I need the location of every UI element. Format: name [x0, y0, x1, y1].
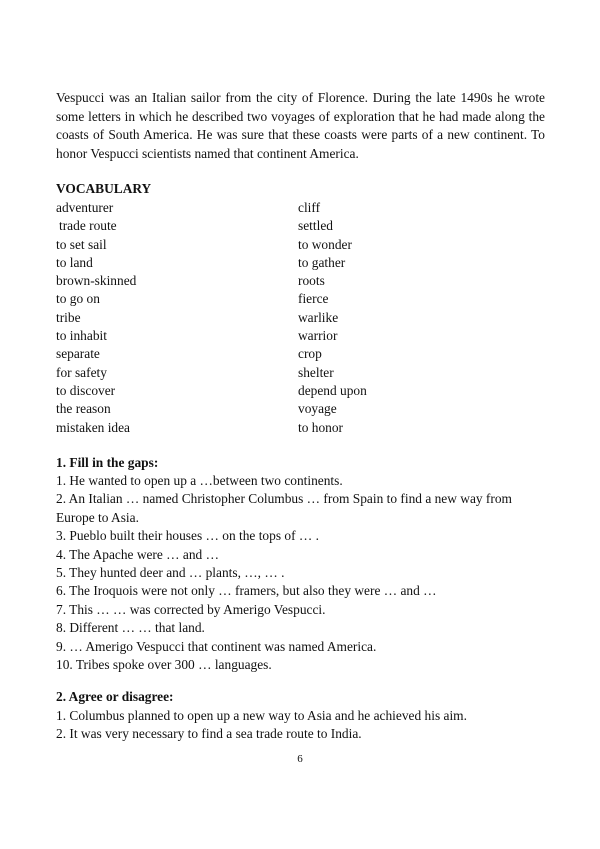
- vocabulary-term: roots: [298, 273, 325, 289]
- vocabulary-term: cliff: [298, 200, 321, 215]
- exercise-item: 6. The Iroquois were not only … framers, but also they were … and …: [56, 583, 437, 599]
- vocabulary-term: the reason: [56, 401, 111, 417]
- vocabulary-term: fierce: [298, 291, 329, 307]
- intro-paragraph: Vespucci was an Italian sailor from the city of Florence. During the late 1490s he wrote some letters in which he described two voyages of exploration that he had made along the coasts of South America. He was sure that these coasts were parts of a new continent. To honor Vespucci scientists named that continent America.: [56, 90, 545, 161]
- vocabulary-term: separate: [56, 346, 100, 362]
- vocabulary-term: crop: [298, 346, 322, 362]
- vocabulary-term: to discover: [56, 382, 116, 398]
- agree-disagree-list: [56, 707, 546, 744]
- exercise-item: 1. Columbus planned to open up a new way to Asia and he achieved his aim.: [56, 708, 467, 723]
- vocabulary-heading: VOCABULARY: [56, 181, 152, 196]
- vocabulary-term: adventurer: [56, 200, 114, 215]
- exercise-item: 5. They hunted deer and … plants, …, … .: [56, 565, 285, 581]
- vocabulary-term: to land: [56, 254, 93, 270]
- vocabulary-term: mistaken idea: [56, 419, 130, 435]
- vocabulary-term: depend upon: [298, 382, 367, 398]
- exercise-item: 4. The Apache were … and …: [56, 546, 219, 562]
- exercise-item: 1. He wanted to open up a …between two continents.: [56, 473, 343, 488]
- vocabulary-right-column: [298, 199, 367, 437]
- vocabulary-term: brown-skinned: [56, 273, 137, 289]
- vocabulary-left-column: [56, 199, 136, 437]
- vocabulary-term: trade route: [59, 218, 117, 234]
- vocabulary-term: to set sail: [56, 236, 107, 252]
- vocabulary-term: tribe: [56, 309, 81, 325]
- exercise-item: 8. Different … … that land.: [56, 620, 205, 636]
- vocabulary-term: voyage: [298, 401, 337, 417]
- vocabulary-term: to wonder: [298, 236, 352, 252]
- exercise-item: 2. It was very necessary to find a sea trade route to India.: [56, 726, 362, 742]
- vocabulary-term: to inhabit: [56, 328, 107, 344]
- vocabulary-term: warrior: [298, 328, 338, 344]
- exercise-item: 10. Tribes spoke over 300 … languages.: [56, 657, 272, 673]
- vocabulary-term: to gather: [298, 254, 346, 270]
- vocabulary-term: for safety: [56, 364, 107, 380]
- exercise-item: 3. Pueblo built their houses … on the tops of … .: [56, 528, 319, 544]
- exercise-item: 2. An Italian … named Christopher Columbus … from Spain to find a new way from Europe to Asia.: [56, 491, 512, 525]
- fill-gaps-title: 1. Fill in the gaps:: [56, 455, 159, 470]
- vocabulary-term: to go on: [56, 291, 100, 307]
- vocabulary-term: to honor: [298, 419, 344, 435]
- fill-gaps-list: [56, 472, 546, 674]
- vocabulary-term: settled: [298, 218, 333, 234]
- vocabulary-term: shelter: [298, 364, 334, 380]
- exercise-item: 7. This … … was corrected by Amerigo Vespucci.: [56, 601, 326, 617]
- exercise-item: 9. … Amerigo Vespucci that continent was named America.: [56, 638, 377, 654]
- vocabulary-term: warlike: [298, 309, 339, 325]
- page-number: 6: [297, 753, 303, 765]
- agree-disagree-title: 2. Agree or disagree:: [56, 689, 174, 704]
